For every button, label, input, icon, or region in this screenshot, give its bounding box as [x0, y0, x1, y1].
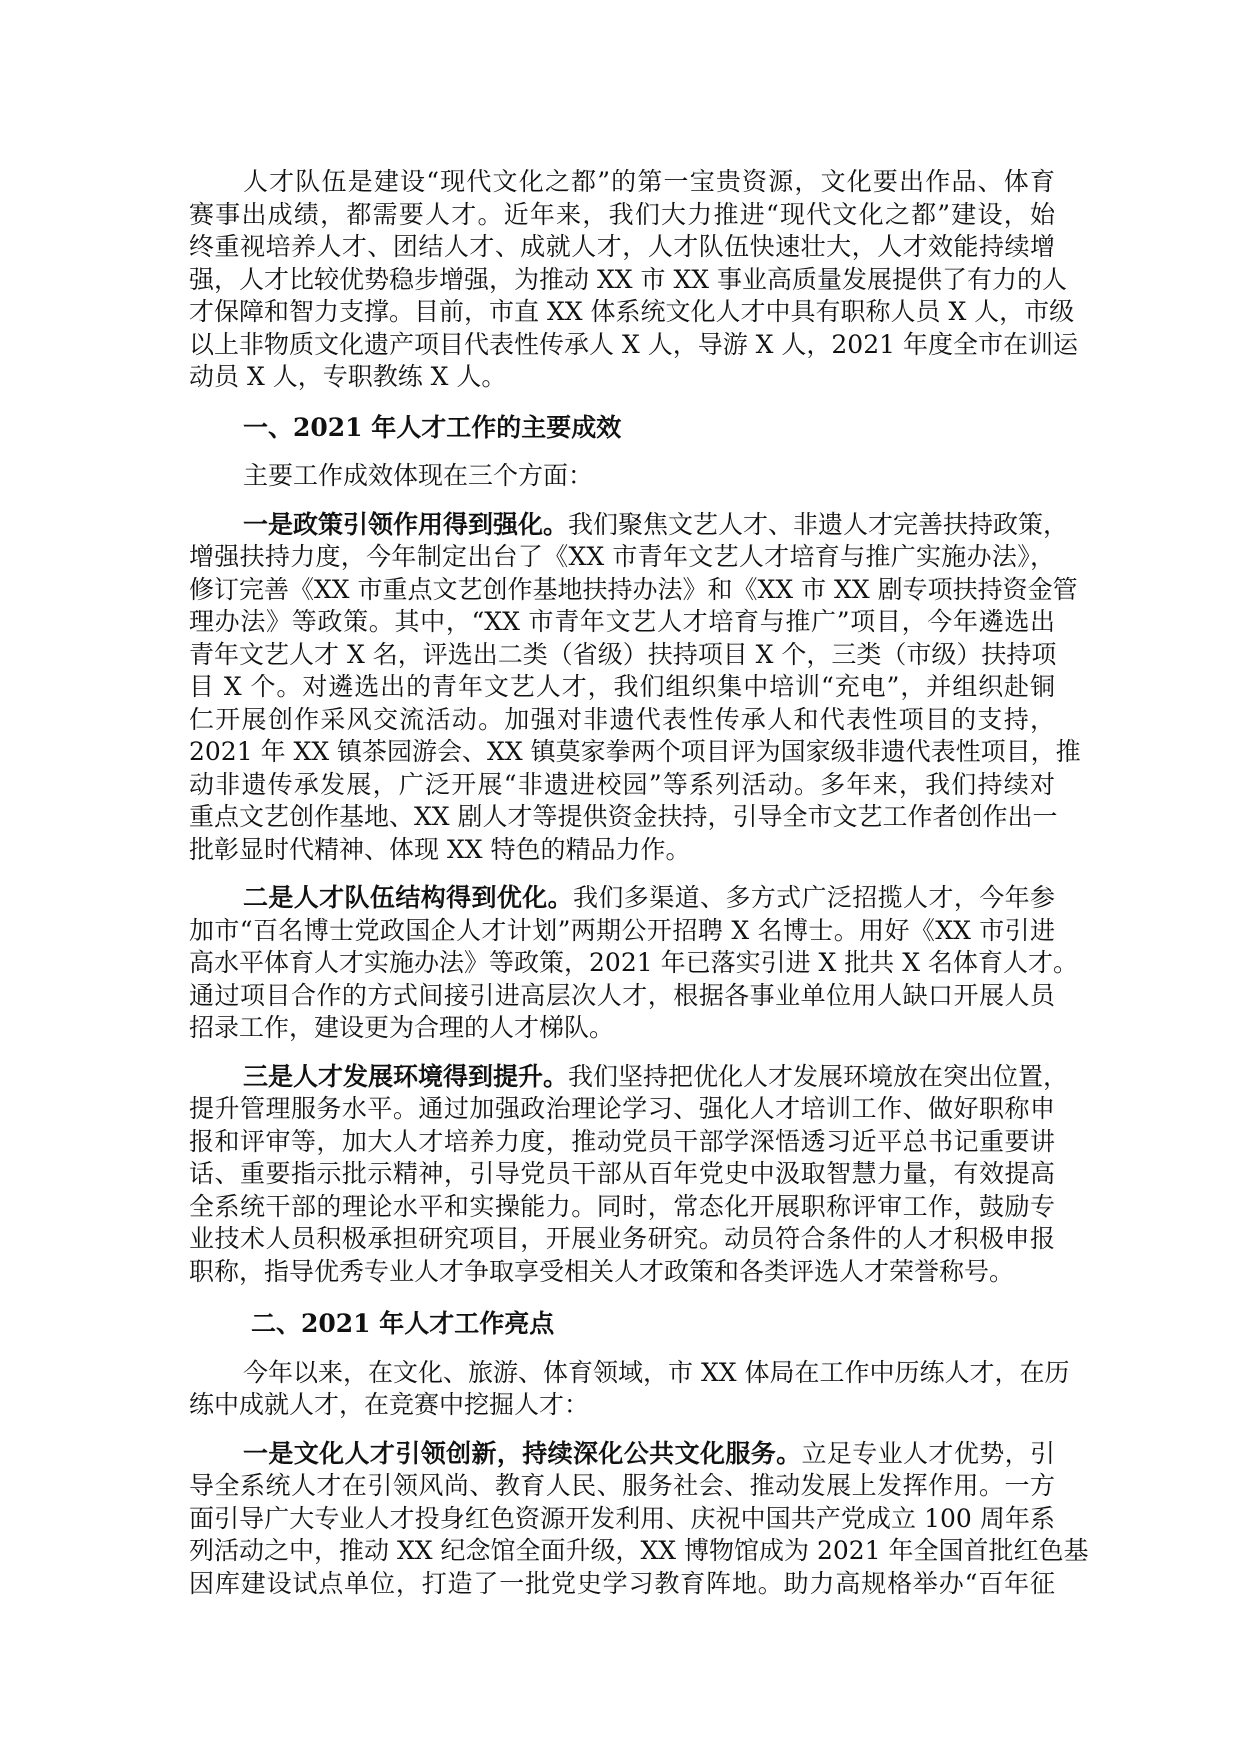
text-line: 业技术人员积极承担研究项目，开展业务研究。动员符合条件的人才积极申报	[189, 1224, 1055, 1253]
text-line	[189, 1061, 1069, 1094]
text-line: 2021 年 XX 镇茶园游会、XX 镇莫家拳两个项目评为国家级非遗代表性项目，推	[189, 737, 1081, 766]
text-line: 高水平体育人才实施办法》等政策，2021 年已落实引进 X 批共 X 名体育人才。	[189, 948, 1078, 977]
text-line: 动非遗传承发展，广泛开展“非遗进校园”等系列活动。多年来，我们持续对	[189, 769, 1055, 799]
text-line	[189, 509, 1069, 542]
paragraph	[189, 460, 1055, 493]
line-text: 我们聚焦文艺人才、非遗人才完善扶持政策，	[568, 509, 1069, 539]
text-line: 报和评审等，加大人才培养力度，推动党员干部学深悟透习近平总书记重要讲	[189, 1126, 1055, 1156]
bold-lead-text: 一是文化人才引领创新，持续深化公共文化服务。	[243, 1438, 802, 1468]
text-line: 重点文艺创作基地、XX 剧人才等提供资金扶持，引导全市文艺工作者创作出一	[189, 802, 1058, 831]
text-line: 赛事出成绩，都需要人才。近年来，我们大力推进“现代文化之都”建设，始	[189, 199, 1055, 229]
text-line: 列活动之中，推动 XX 纪念馆全面升级，XX 博物馆成为 2021 年全国首批红色基	[189, 1536, 1089, 1565]
text-line: 练中成就人才，在竞赛中挖掘人才：	[189, 1390, 590, 1419]
section-heading: 一、2021 年人才工作的主要成效	[243, 412, 622, 442]
text-line: 招录工作，建设更为合理的人才梯队。	[189, 1013, 615, 1042]
text-line: 全系统干部的理论水平和实操能力。同时，常态化开展职称评审工作，鼓励专	[189, 1191, 1055, 1221]
paragraph	[189, 1438, 1089, 1601]
text-line: 批彰显时代精神、体现 XX 特色的精品力作。	[189, 834, 691, 864]
bold-lead-text: 一是政策引领作用得到强化。	[243, 509, 569, 539]
text-line: 增强扶持力度，今年制定出台了《XX 市青年文艺人才培育与推广实施办法》，	[189, 542, 1055, 571]
text-line: 理办法》等政策。其中，“XX 市青年文艺人才培育与推广”项目，今年遴选出	[189, 607, 1055, 636]
line-text: 我们坚持把优化人才发展环境放在突出位置，	[568, 1061, 1069, 1091]
text-line: 修订完善《XX 市重点文艺创作基地扶持办法》和《XX 市 XX 剧专项扶持资金管	[189, 574, 1078, 604]
text-line: 因库建设试点单位，打造了一批党史学习教育阵地。助力高规格举办“百年征	[189, 1568, 1055, 1598]
text-line: 以上非物质文化遗产项目代表性传承人 X 人，导游 X 人，2021 年度全市在训运	[189, 329, 1078, 359]
paragraph	[189, 509, 1081, 867]
text-line: 终重视培养人才、团结人才、成就人才，人才队伍快速壮大，人才效能持续增	[189, 232, 1055, 261]
text-line: 提升管理服务水平。通过加强政治理论学习、强化人才培训工作、做好职称申	[189, 1094, 1055, 1123]
bold-lead-text: 三是人才发展环境得到提升。	[243, 1061, 569, 1091]
text-line: 加市“百名博士党政国企人才计划”两期公开招聘 X 名博士。用好《XX 市引进	[189, 915, 1055, 945]
document-page	[189, 166, 1089, 1600]
text-line: 通过项目合作的方式间接引进高层次人才，根据各事业单位用人缺口开展人员	[189, 980, 1055, 1010]
text-line: 面引导广大专业人才投身红色资源开发利用、庆祝中国共产党成立 100 周年系	[189, 1503, 1055, 1533]
paragraph	[189, 166, 1078, 394]
text-line: 动员 X 人，专职教练 X 人。	[189, 362, 507, 391]
text-line: 导全系统人才在引领风尚、教育人民、服务社会、推动发展上发挥作用。一方	[189, 1471, 1055, 1500]
text-line: 仁开展创作采风交流活动。加强对非遗代表性传承人和代表性项目的支持，	[189, 704, 1055, 734]
text-line	[189, 882, 1055, 915]
line-text: 立足专业人才优势，引	[801, 1438, 1055, 1468]
text-line: 主要工作成效体现在三个方面：	[243, 461, 594, 490]
text-line	[189, 1438, 1055, 1471]
text-line: 今年以来，在文化、旅游、体育领域，市 XX 体局在工作中历练人才，在历	[243, 1357, 1070, 1387]
paragraph	[189, 1357, 1070, 1422]
paragraph	[189, 1061, 1069, 1289]
text-line: 话、重要指示批示精神，引导党员干部从百年党史中汲取智慧力量，有效提高	[189, 1159, 1055, 1188]
text-line: 才保障和智力支撑。目前，市直 XX 体系统文化人才中具有职称人员 X 人，市级	[189, 297, 1075, 326]
section-heading: 二、2021 年人才工作亮点	[251, 1309, 555, 1338]
text-line: 强，人才比较优势稳步增强，为推动 XX 市 XX 事业高质量发展提供了有力的人	[189, 264, 1067, 294]
paragraph	[189, 882, 1078, 1045]
text-line: 人才队伍是建设“现代文化之都”的第一宝贵资源，文化要出作品、体育	[243, 167, 1055, 196]
text-line: 职称，指导优秀专业人才争取享受相关人才政策和各类评选人才荣誉称号。	[189, 1256, 1015, 1286]
line-text: 我们多渠道、多方式广泛招揽人才，今年参	[573, 883, 1055, 912]
text-line: 目 X 个。对遴选出的青年文艺人才，我们组织集中培训“充电”，并组织赴铜	[189, 672, 1055, 701]
text-line: 青年文艺人才 X 名，评选出二类（省级）扶持项目 X 个，三类（市级）扶持项	[189, 639, 1057, 669]
bold-lead-text: 二是人才队伍结构得到优化。	[243, 883, 574, 912]
